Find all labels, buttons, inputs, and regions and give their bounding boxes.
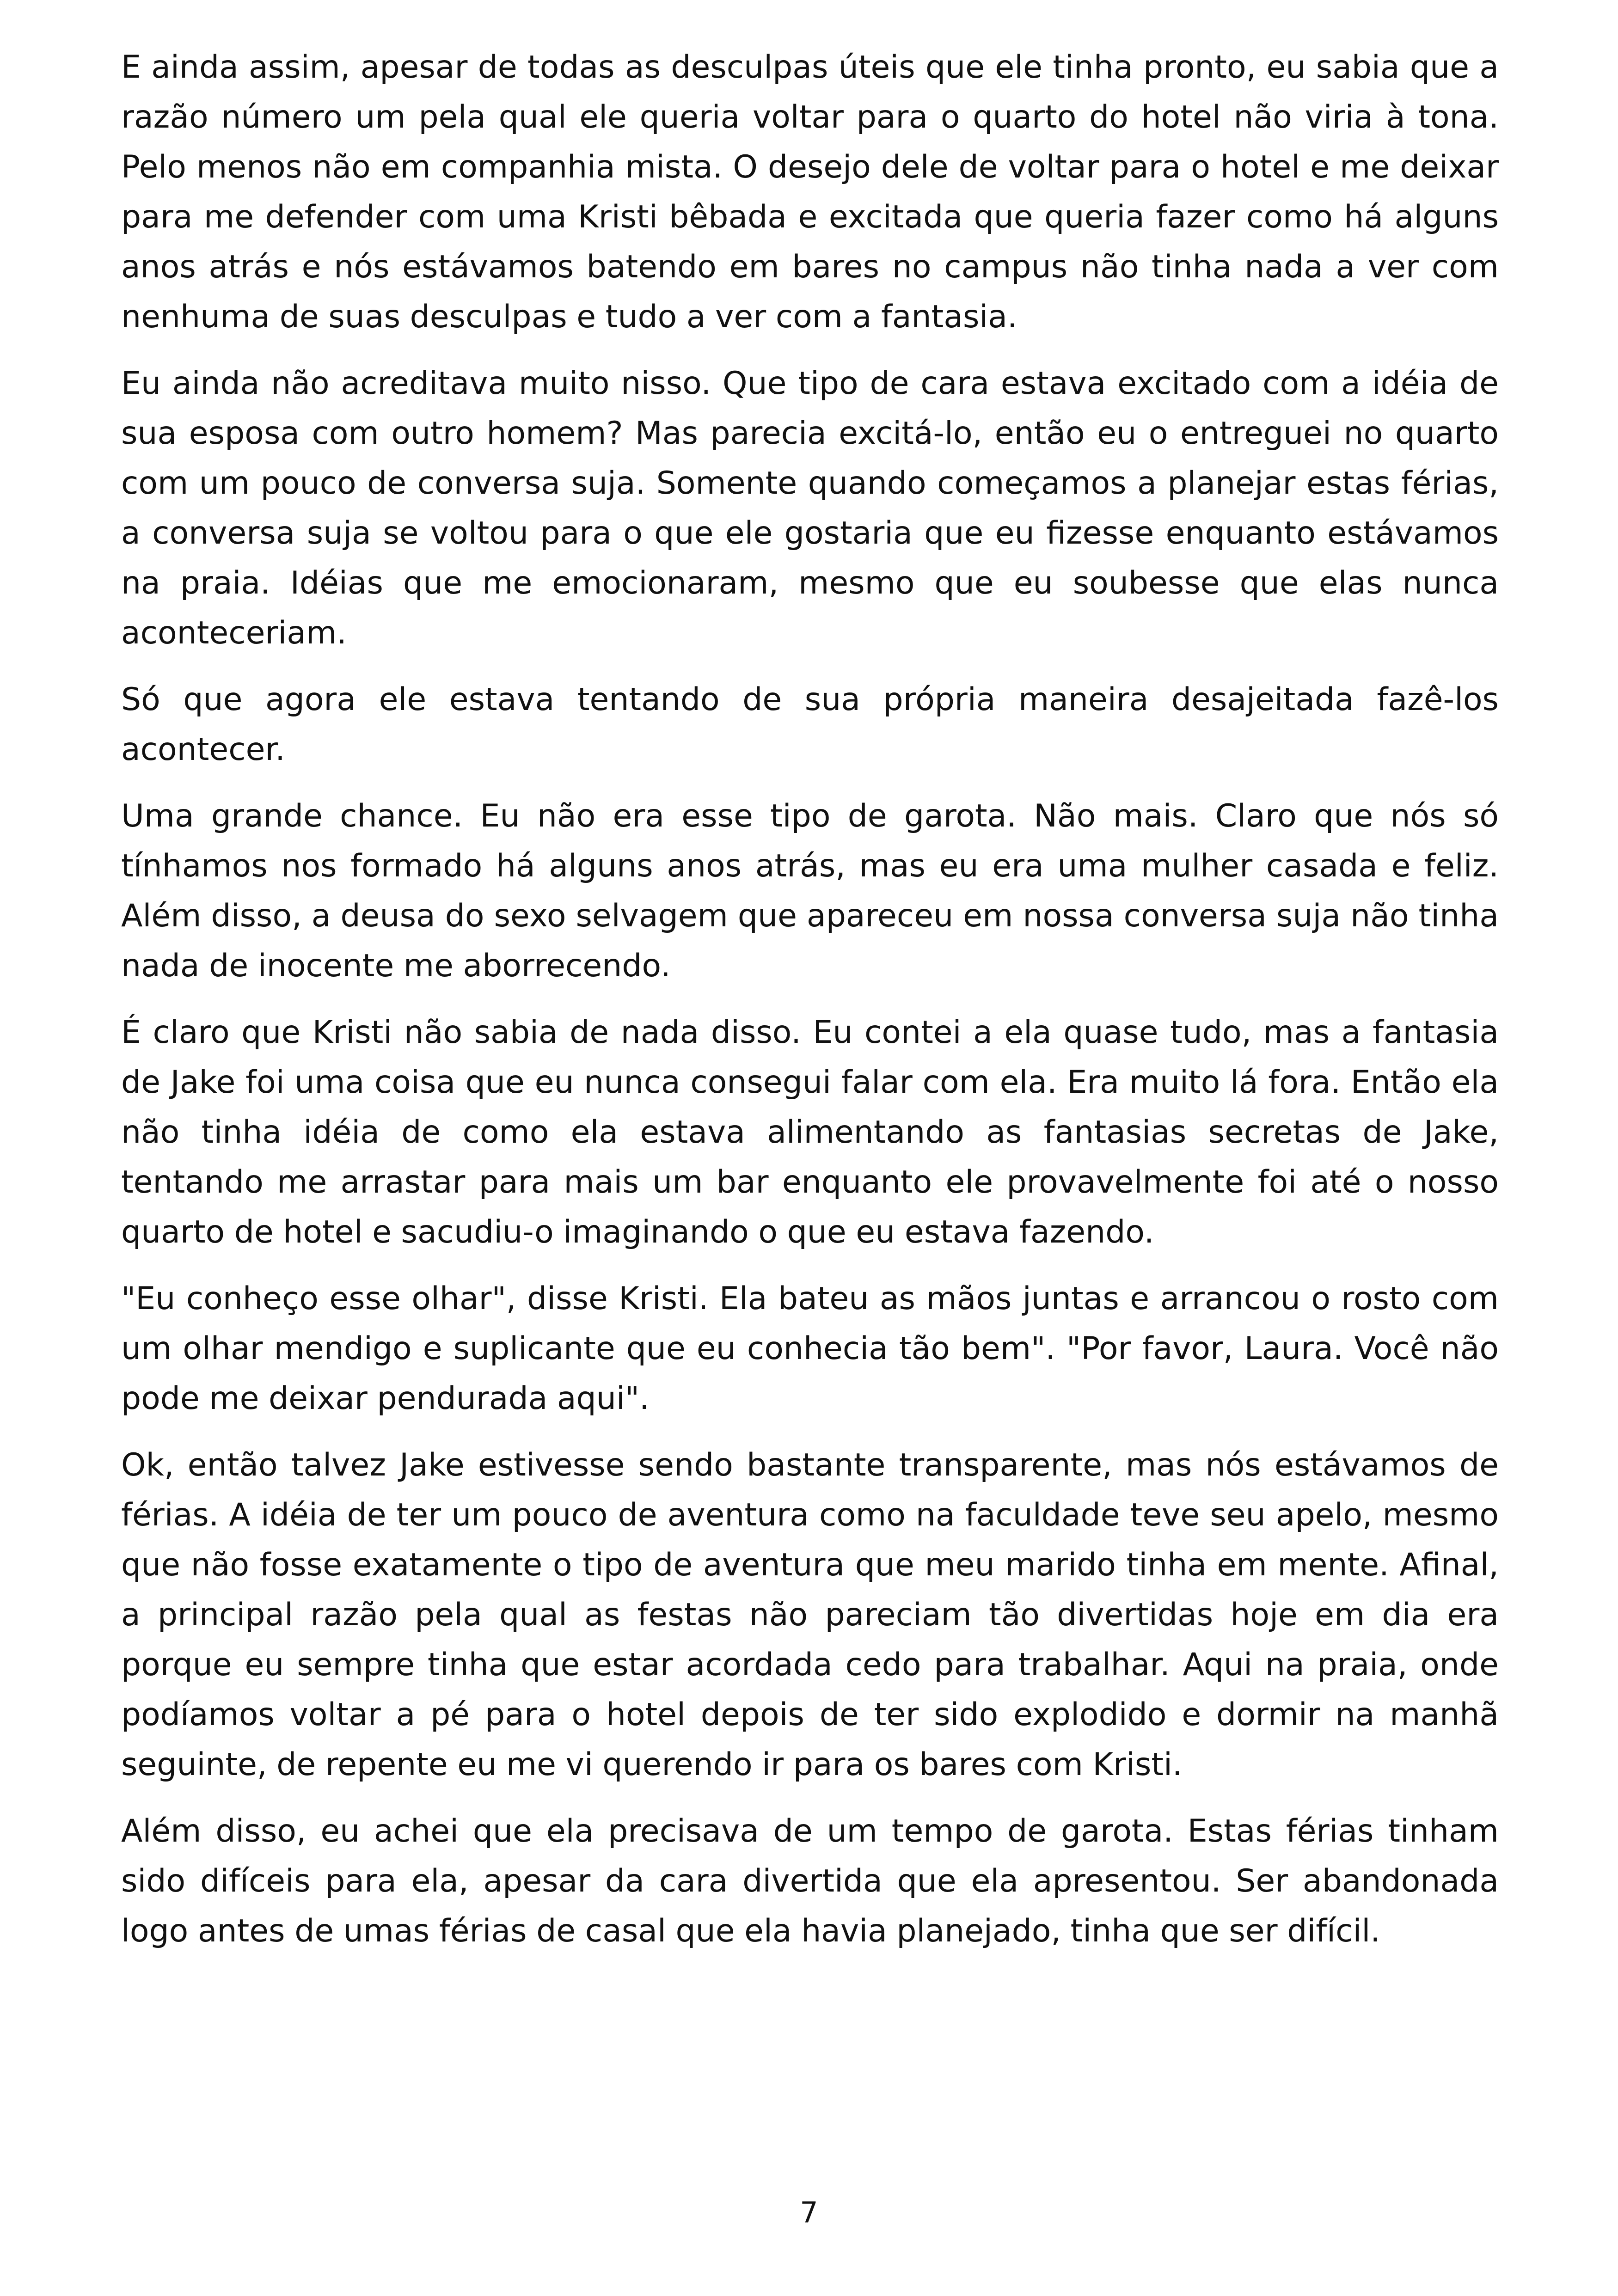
paragraph-6: "Eu conheço esse olhar", disse Kristi. Ela bateu as mãos juntas e arrancou o rosto com um olhar mendigo e suplicante que eu conhecia tão bem". "Por favor, Laura. Você não pode me deixar pendurada aqui".: [121, 1280, 1499, 1417]
paragraph-7: Ok, então talvez Jake estivesse sendo bastante transparente, mas nós estávamos de férias. A idéia de ter um pouco de aventura como na faculdade teve seu apelo, mesmo que não fosse exatamente o tipo de aventura que meu marido tinha em mente. Afinal, a principal razão pela qual as festas não pareciam tão divertidas hoje em dia era porque eu sempre tinha que estar acordada cedo para trabalhar. Aqui na praia, onde podíamos voltar a pé para o hotel depois de ter sido explodido e dormir na manhã seguinte, de repente eu me vi querendo ir para os bares com Kristi.: [121, 1447, 1499, 1783]
paragraph-3: Só que agora ele estava tentando de sua própria maneira desajeitada fazê-los acontecer.: [121, 681, 1499, 768]
page-number: 7: [800, 2196, 818, 2229]
paragraph-4: Uma grande chance. Eu não era esse tipo de garota. Não mais. Claro que nós só tínhamos nos formado há alguns anos atrás, mas eu era uma mulher casada e feliz. Além disso, a deusa do sexo selvagem que apareceu em nossa conversa suja não tinha nada de inocente me aborrecendo.: [121, 798, 1499, 984]
paragraph-8: Além disso, eu achei que ela precisava de um tempo de garota. Estas férias tinham sido difíceis para ela, apesar da cara divertida que ela apresentou. Ser abandonada logo antes de umas férias de casal que ela havia planejado, tinha que ser difícil.: [121, 1813, 1499, 1949]
paragraph-2: Eu ainda não acreditava muito nisso. Que tipo de cara estava excitado com a idéia de sua esposa com outro homem? Mas parecia excitá-lo, então eu o entreguei no quarto com um pouco de conversa suja. Somente quando começamos a planejar estas férias, a conversa suja se voltou para o que ele gostaria que eu fizesse enquanto estávamos na praia. Idéias que me emocionaram, mesmo que eu soubesse que elas nunca aconteceriam.: [121, 365, 1499, 651]
body-text: [121, 43, 1499, 1973]
paragraph-1: E ainda assim, apesar de todas as desculpas úteis que ele tinha pronto, eu sabia que a razão número um pela qual ele queria voltar para o quarto do hotel não viria à tona. Pelo menos não em companhia mista. O desejo dele de voltar para o hotel e me deixar para me defender com uma Kristi bêbada e excitada que queria fazer como há alguns anos atrás e nós estávamos batendo em bares no campus não tinha nada a ver com nenhuma de suas desculpas e tudo a ver com a fantasia.: [121, 49, 1499, 335]
paragraph-5: É claro que Kristi não sabia de nada disso. Eu contei a ela quase tudo, mas a fantasia de Jake foi uma coisa que eu nunca consegui falar com ela. Era muito lá fora. Então ela não tinha idéia de como ela estava alimentando as fantasias secretas de Jake, tentando me arrastar para mais um bar enquanto ele provavelmente foi até o nosso quarto de hotel e sacudiu-o imaginando o que eu estava fazendo.: [121, 1014, 1499, 1250]
